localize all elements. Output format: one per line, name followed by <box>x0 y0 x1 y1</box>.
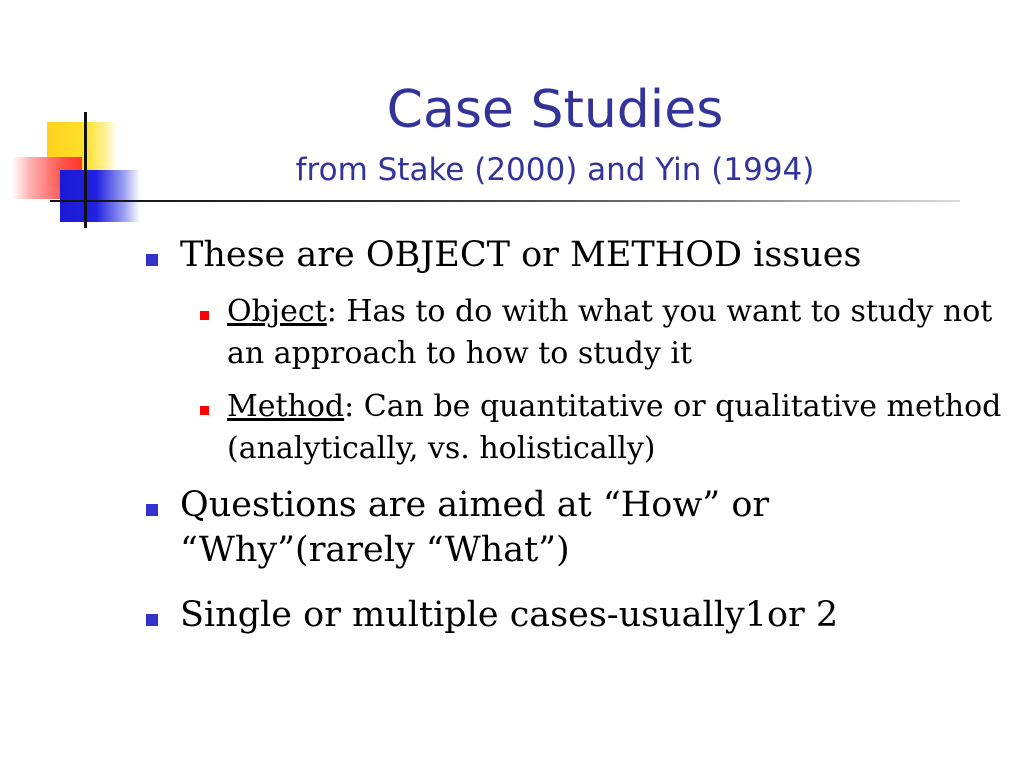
sub-bullet-2-text: : Can be quantitative or qualitative method (analytically, vs. holistically) <box>227 389 1002 466</box>
deco-blue-block <box>60 170 140 222</box>
term-method: Method <box>227 389 345 424</box>
term-object: Object <box>227 294 327 329</box>
sub-bullet-1 <box>227 291 997 375</box>
sub-bullet-marker <box>200 406 209 415</box>
bullet-marker <box>146 504 158 516</box>
sub-bullet-1-text: : Has to do with what you want to study not an approach to how to study it <box>227 294 993 371</box>
title-divider-line <box>50 200 960 202</box>
slide-subtitle: from Stake (2000) and Yin (1994) <box>295 152 815 188</box>
slide-title: Case Studies <box>386 80 724 140</box>
bullet-marker <box>146 254 158 266</box>
bullet-marker <box>146 614 158 626</box>
sub-bullet-marker <box>200 311 209 320</box>
bullet-1-text: These are OBJECT or METHOD issues <box>180 235 862 275</box>
bullet-2-text: Questions are aimed at “How” or “Why”(rarely “What”) <box>180 485 770 570</box>
sub-bullet-2 <box>227 386 1007 470</box>
bullet-3-text: Single or multiple cases-usually1or 2 <box>180 595 839 635</box>
deco-vertical-line <box>84 112 87 228</box>
